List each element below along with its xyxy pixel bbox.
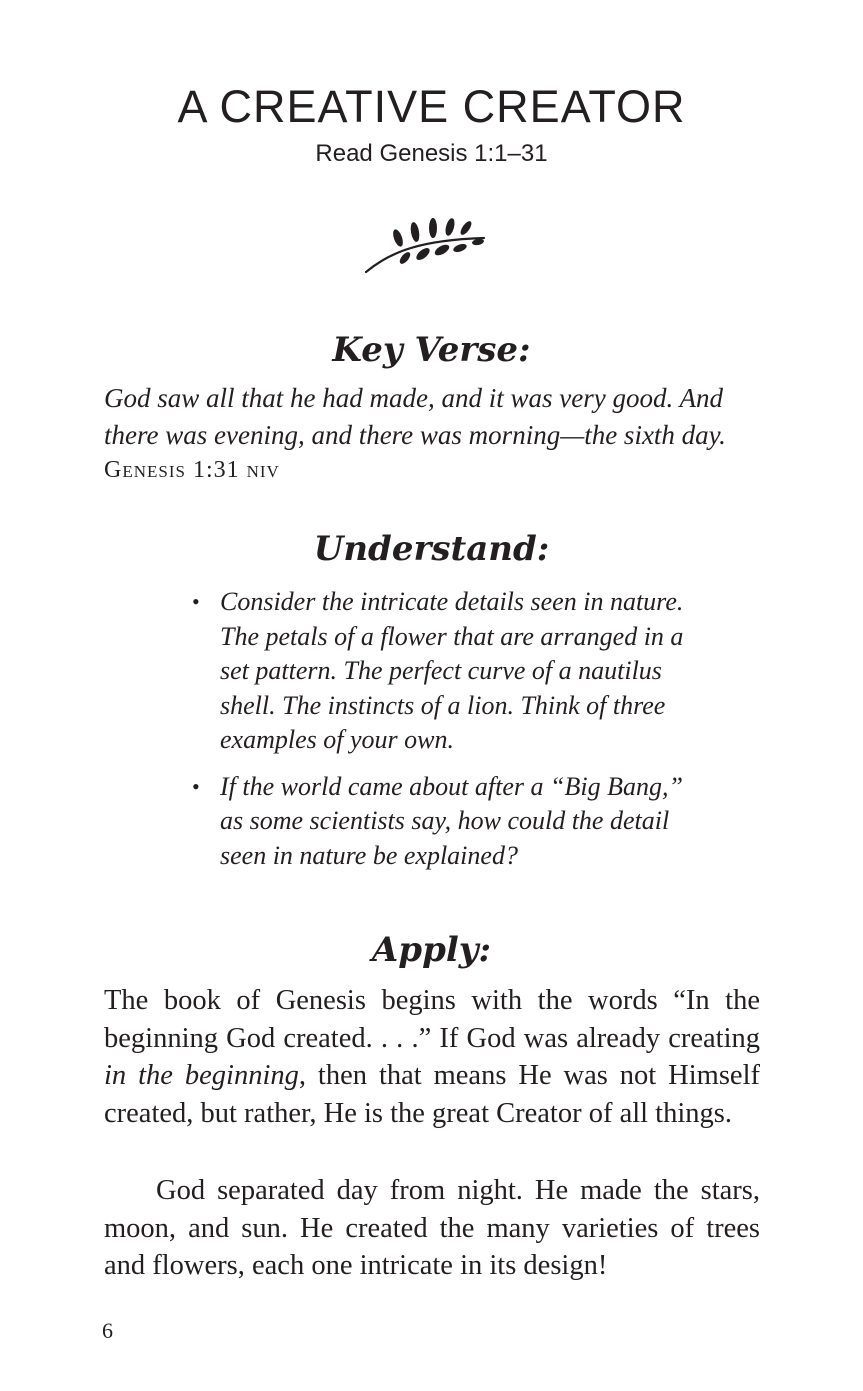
page-title: A CREATIVE CREATOR [177,81,686,132]
list-item-text: Consider the intricate details seen in nature. The petals of a flower that are arranged in a set pattern. The perfect curve of a nautilus shell. The instincts of a lion. Think of three examples of your own. [220,587,684,754]
list-item [190,585,700,758]
page-number: 6 [102,1318,113,1343]
scripture-reading: Read Genesis 1:1–31 [315,140,548,167]
list-item-text: If the world came about after a “Big Bang,” as some scientists say, how could the detail seen in nature be explained? [220,771,683,870]
apply-paragraph-1 [104,982,760,1132]
olive-branch-icon [360,210,490,280]
key-verse-text: God saw all that he had made, and it was very good. And there was evening, and there was morning—the sixth day. [104,383,726,450]
bullet-icon: • [192,589,200,614]
key-verse-heading: Key Verse: [332,330,531,370]
understand-heading: Understand: [313,529,550,569]
bullet-icon: • [192,773,200,799]
apply-emphasis: in the beginning [104,1060,299,1091]
key-verse-reference: Genesis 1:31 niv [104,457,280,483]
apply-text-part: The book of Genesis begins with the words “In the beginning God created. . . .” If God was already creating [104,985,760,1054]
apply-heading: Apply: [371,930,492,970]
understand-list [190,585,700,885]
list-item [190,770,700,874]
apply-paragraph-2: God separated day from night. He made the stars, moon, and sun. He created the many varieties of trees and flowers, each one intricate in its design! [104,1175,760,1281]
apply-text-part: , then that means He was not Himself created, but rather, He is the great Creator of all things. [104,1060,760,1129]
